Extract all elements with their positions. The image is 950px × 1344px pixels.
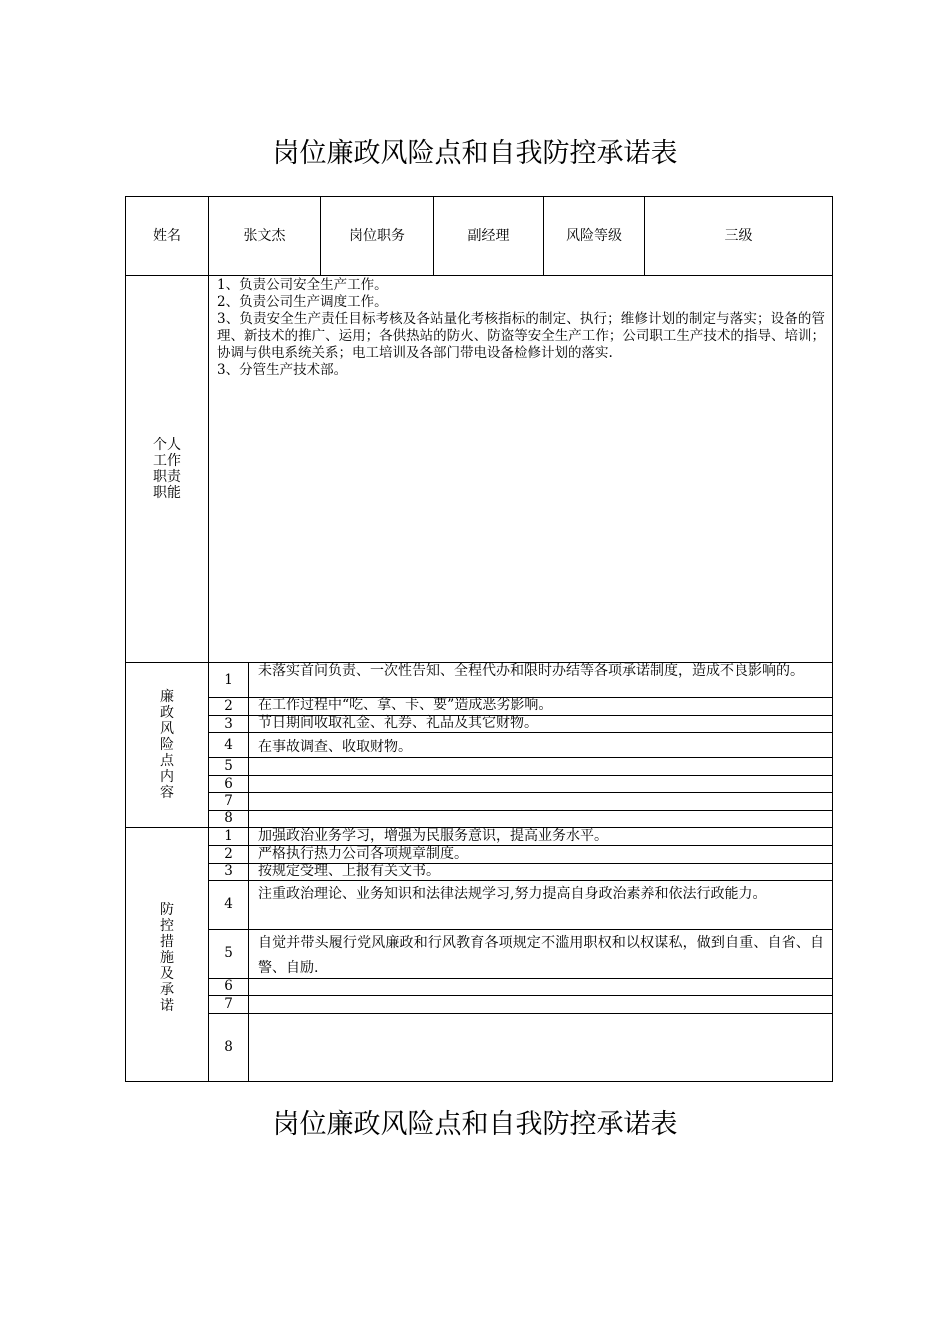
risk-row-number: 7 <box>224 793 233 809</box>
page-title-repeat: 岗位廉政风险点和自我防控承诺表 <box>272 1109 678 1140</box>
duty-item: 3、分管生产技术部。 <box>217 362 348 378</box>
measure-row-number: 6 <box>224 978 233 994</box>
risk-level-label: 风险等级 <box>566 228 622 244</box>
risk-row-text: 未落实首问负责、一次性告知、全程代办和限时办结等各项承诺制度，造成不良影响的。 <box>258 663 804 679</box>
risks-label: 廉 政 风 险 点 内 容 <box>160 689 174 801</box>
measure-row-text: 加强政治业务学习，增强为民服务意识，提高业务水平。 <box>258 828 608 844</box>
name-value: 张文杰 <box>243 228 286 244</box>
risk-row-number: 5 <box>224 758 233 774</box>
risk-row-text: 在事故调查、收取财物。 <box>258 739 412 755</box>
measure-row-number: 4 <box>224 896 233 912</box>
position-label: 岗位职务 <box>349 228 405 244</box>
risk-level-value: 三级 <box>724 228 753 244</box>
measure-row-number: 8 <box>224 1039 233 1055</box>
measure-row-text: 注重政治理论、业务知识和法律法规学习,努力提高自身政治素养和依法行政能力。 <box>258 886 767 902</box>
measures-label: 防 控 措 施 及 承 诺 <box>160 901 174 1014</box>
risk-row-number: 4 <box>224 737 233 753</box>
duties-label: 个人 工作 职责 职能 <box>153 437 181 501</box>
risk-row-text: 在工作过程中“吃、拿、卡、要”造成恶劣影响。 <box>258 697 553 713</box>
duties-content <box>217 277 825 379</box>
position-value: 副经理 <box>467 228 510 244</box>
measure-row-number: 2 <box>224 846 233 862</box>
name-label: 姓名 <box>153 228 181 244</box>
risk-row-number: 8 <box>224 810 233 826</box>
risk-row-text: 节日期间收取礼金、礼券、礼品及其它财物。 <box>258 715 538 731</box>
duty-item: 1、负责公司安全生产工作。 <box>217 277 388 293</box>
measure-row-text: 自觉并带头履行党风廉政和行风教育各项规定不滥用职权和以权谋私，做到自重、自省、自警、自励. <box>258 935 824 976</box>
risk-row-number: 2 <box>224 698 233 714</box>
risk-row-number: 6 <box>224 776 233 792</box>
risk-row-number: 3 <box>224 716 233 732</box>
measure-row-text: 严格执行热力公司各项规章制度。 <box>258 846 468 862</box>
measure-row-text: 按规定受理、上报有关文书。 <box>258 863 440 879</box>
duty-item: 3、负责安全生产责任目标考核及各站量化考核指标的制定、执行；维修计划的制定与落实；设备的管理、新技术的推广、运用；各供热站的防火、防盗等安全生产工作；公司职工生产技术的指导、培训；协调与供电系统关系；电工培训及各部门带电设备检修计划的落实. <box>217 311 825 361</box>
page-title: 岗位廉政风险点和自我防控承诺表 <box>272 138 678 169</box>
duty-item: 2、负责公司生产调度工作。 <box>217 294 388 310</box>
risk-row-number: 1 <box>224 672 233 688</box>
measure-row-number: 7 <box>224 996 233 1012</box>
measure-row-number: 3 <box>224 863 233 879</box>
measure-row-number: 1 <box>224 828 233 844</box>
measure-row-number: 5 <box>224 945 233 961</box>
